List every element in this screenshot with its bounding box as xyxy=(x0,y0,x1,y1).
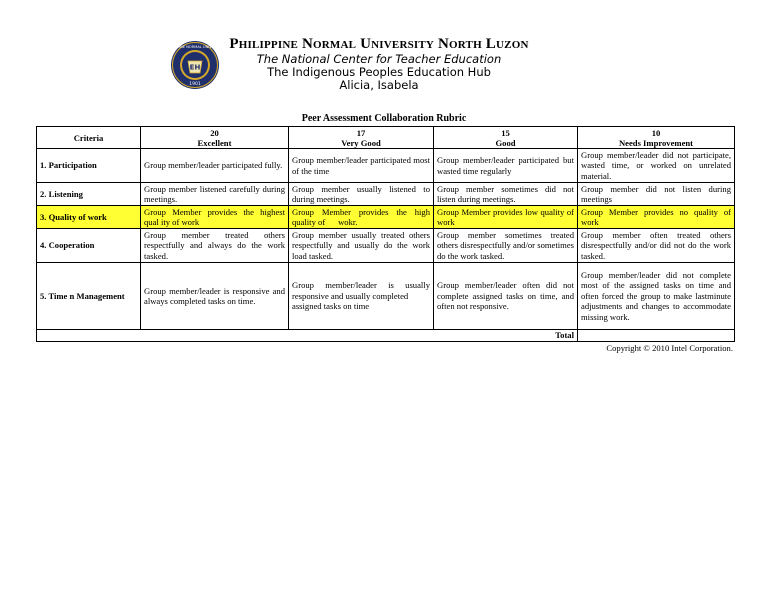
table-row-highlighted xyxy=(37,206,735,229)
criteria-cell: 1. Participation xyxy=(37,149,141,183)
rubric-cell: Group member usually treated others respectfully and usually do the work load tasked. xyxy=(289,229,434,263)
rubric-cell: Group member often treated others disrespectfully and/or did not do the work tasked. xyxy=(578,229,735,263)
rubric-cell: Group Member provides the highest qual ity of work xyxy=(141,206,289,229)
rubric-title: Peer Assessment Collaboration Rubric xyxy=(301,113,467,124)
svg-text:1901: 1901 xyxy=(189,82,201,87)
university-name: Philippine Normal University North Luzon xyxy=(229,36,529,52)
rubric-cell: Group member/leader participated fully. xyxy=(141,149,289,183)
rubric-cell: Group Member provides the high quality of wokr. xyxy=(289,206,434,229)
total-label: Total xyxy=(37,330,578,342)
rubric-cell: Group Member provides low quality of work xyxy=(434,206,578,229)
rubric-cell: Group member/leader did not complete most of the assigned tasks on time and often forced the group to make lastminute adjustments and changes to accommodate missing work. xyxy=(578,263,735,330)
column-header-criteria: Criteria xyxy=(37,127,141,149)
column-header-excellent: 20 Excellent xyxy=(141,127,289,149)
table-row xyxy=(37,183,735,206)
rubric-cell: Group member did not listen during meetings xyxy=(578,183,735,206)
rubric-cell: Group member/leader participated most of the time xyxy=(289,149,434,183)
location: Alicia, Isabela xyxy=(339,78,419,92)
rubric-cell: Group member/leader did not participate, wasted time, or worked on unrelated material. xyxy=(578,149,735,183)
rubric-cell: Group member/leader often did not complete assigned tasks on time, and often not responsive. xyxy=(434,263,578,330)
rubric-cell: Group member sometimes did not listen during meetings. xyxy=(434,183,578,206)
rubric-cell: Group member/leader is usually responsive and usually completed assigned tasks on time xyxy=(289,263,434,330)
column-header-needs-improvement: 10 Needs Improvement xyxy=(578,127,735,149)
rubric-cell: Group member treated others respectfully and always do the work tasked. xyxy=(141,229,289,263)
total-value-cell xyxy=(578,330,735,342)
total-row xyxy=(37,330,735,342)
rubric-cell: Group member listened carefully during meetings. xyxy=(141,183,289,206)
criteria-cell: 4. Cooperation xyxy=(37,229,141,263)
rubric-table xyxy=(36,126,735,342)
column-header-very-good: 17 Very Good xyxy=(289,127,434,149)
criteria-cell: 2. Listening xyxy=(37,183,141,206)
svg-text:PHILIPPINE NORMAL UNIVERSITY: PHILIPPINE NORMAL UNIVERSITY xyxy=(165,45,225,49)
column-header-good: 15 Good xyxy=(434,127,578,149)
rubric-cell: Group member/leader participated but wasted time regularly xyxy=(434,149,578,183)
criteria-cell: 3. Quality of work xyxy=(37,206,141,229)
tagline: The National Center for Teacher Education xyxy=(256,52,502,66)
criteria-cell: 5. Time n Management xyxy=(37,263,141,330)
table-row xyxy=(37,229,735,263)
svg-text:EH: EH xyxy=(189,63,201,72)
table-row xyxy=(37,263,735,330)
table-header-row xyxy=(37,127,735,149)
document-header xyxy=(0,33,768,103)
copyright-notice: Copyright © 2010 Intel Corporation. xyxy=(606,343,733,353)
hub-name: The Indigenous Peoples Education Hub xyxy=(267,65,491,79)
rubric-cell: Group member/leader is responsive and always completed tasks on time. xyxy=(141,263,289,330)
rubric-cell: Group Member provides no quality of work xyxy=(578,206,735,229)
rubric-cell: Group member sometimes treated others disrespectfully and/or sometimes do the work tasked. xyxy=(434,229,578,263)
rubric-cell: Group member usually listened to during meetings. xyxy=(289,183,434,206)
table-row xyxy=(37,149,735,183)
